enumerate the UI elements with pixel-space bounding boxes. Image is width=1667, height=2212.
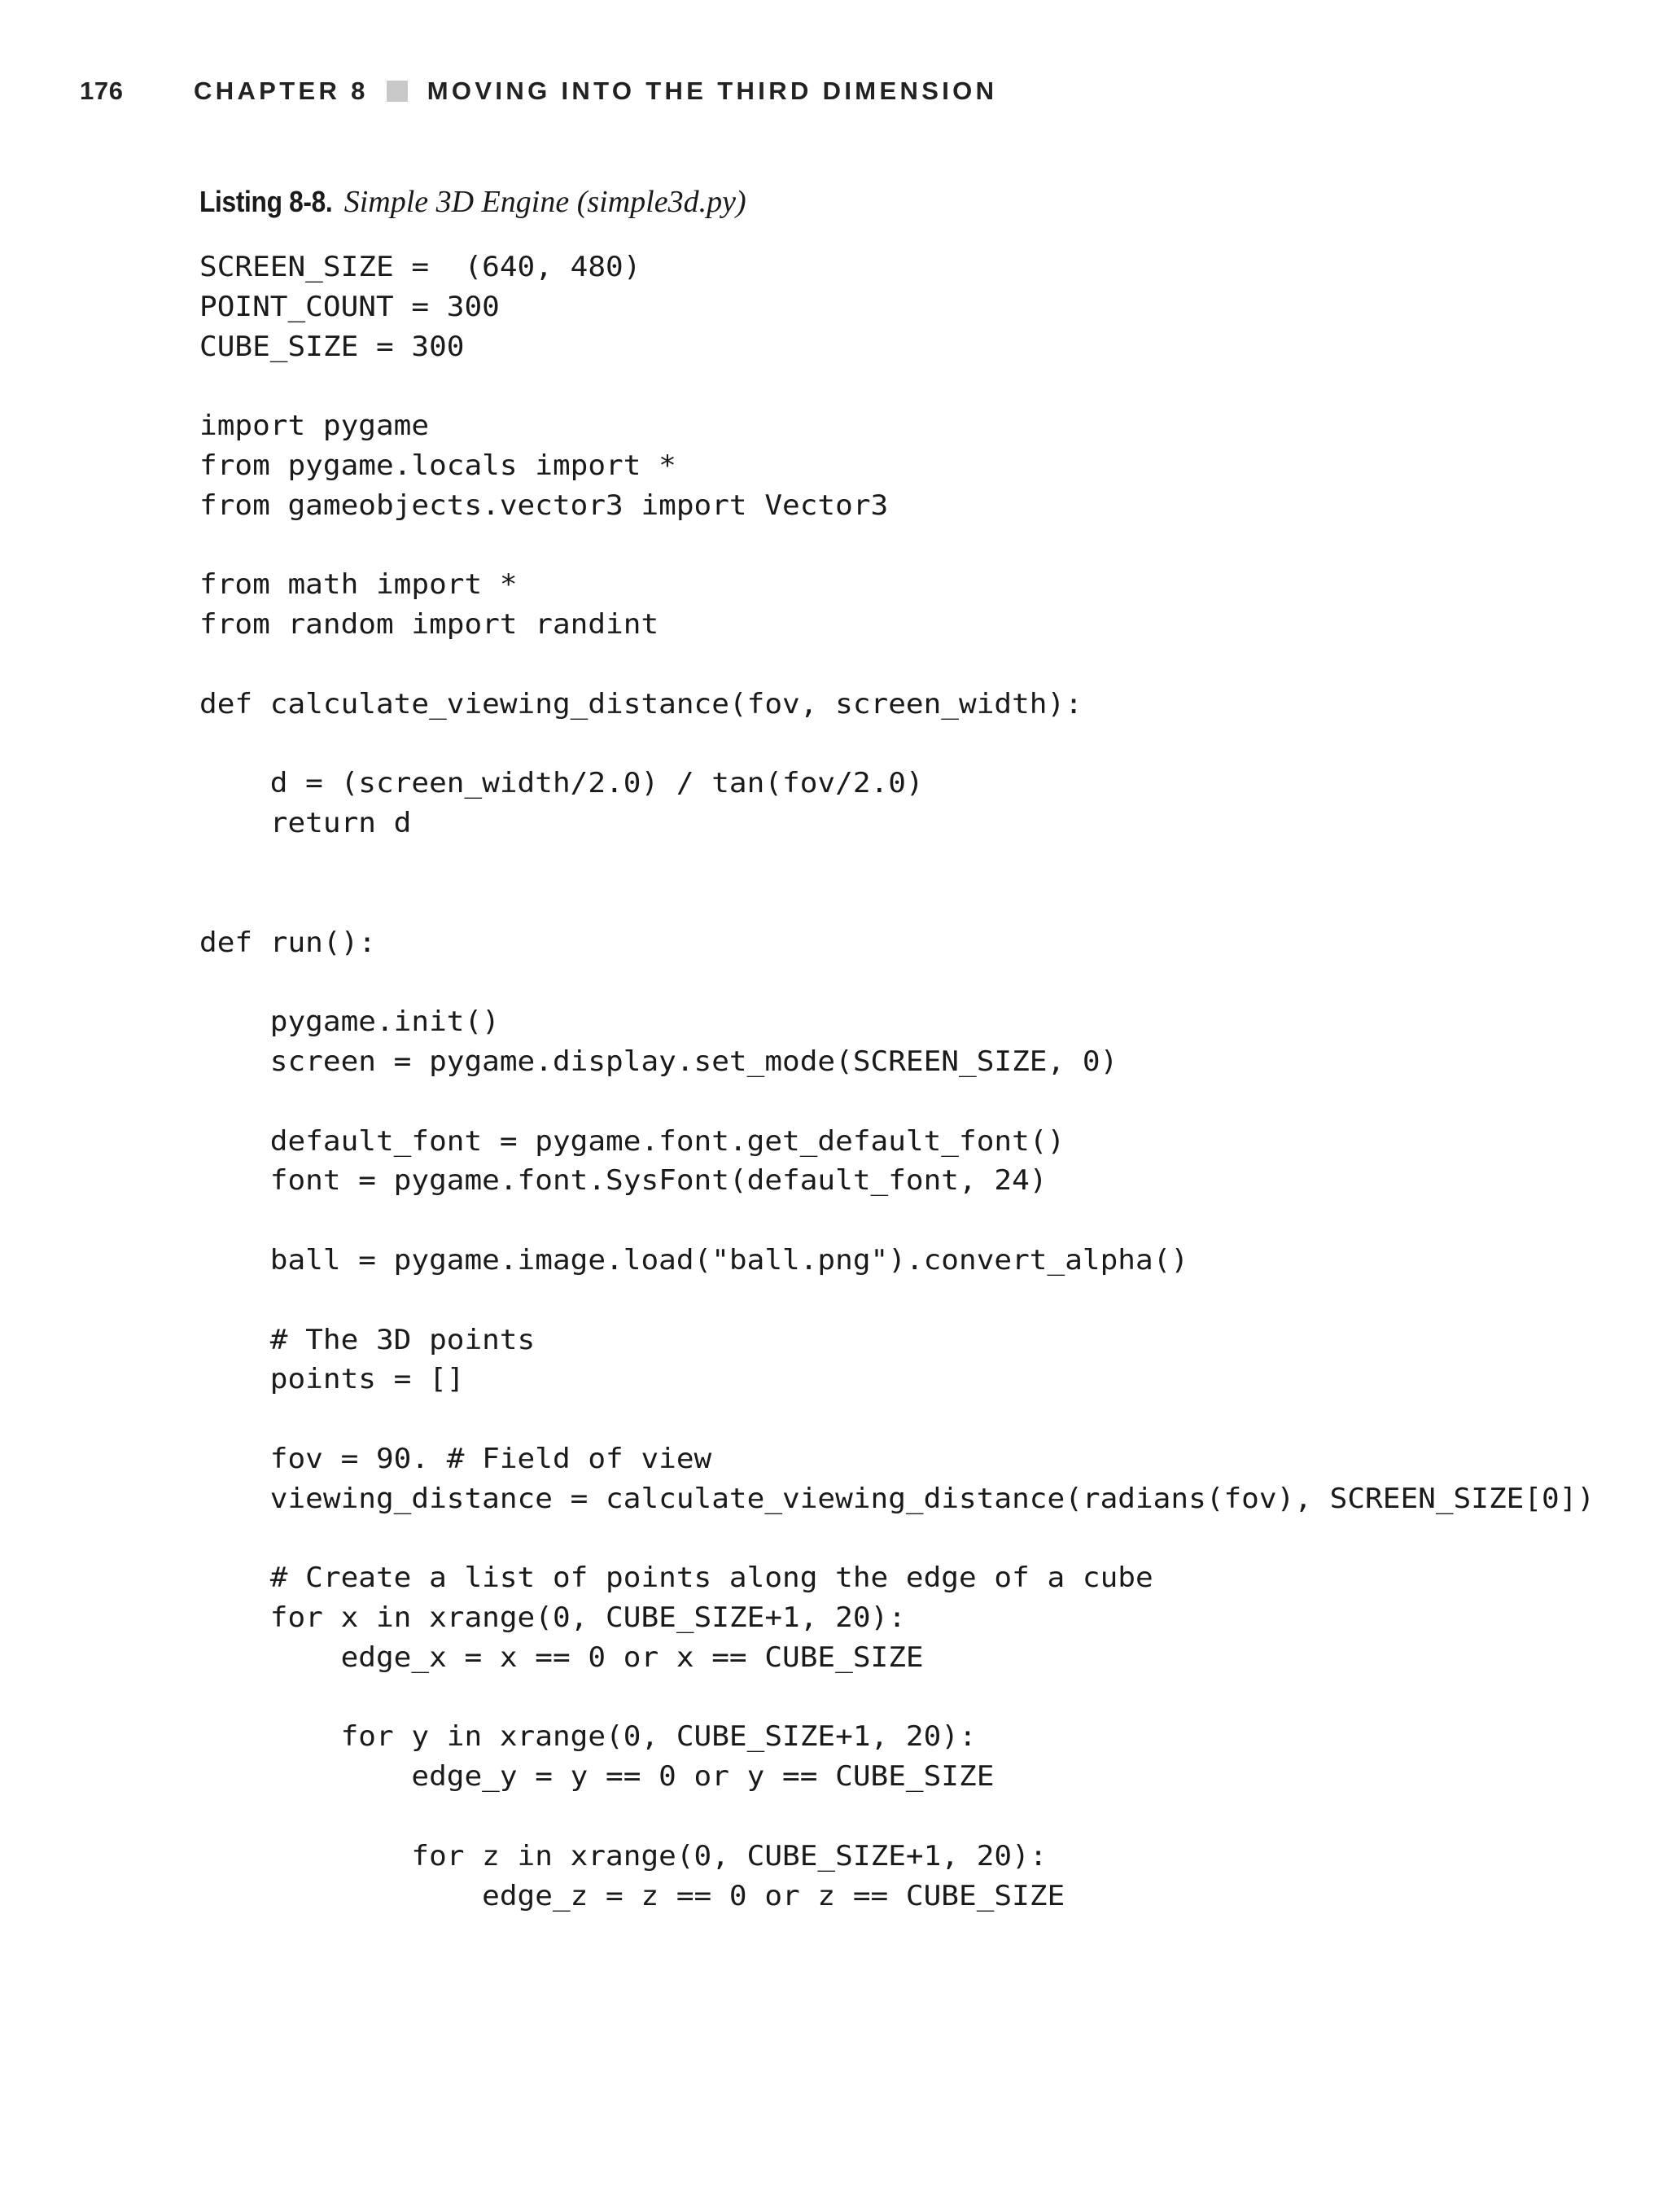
code-line xyxy=(199,843,1595,883)
code-line: edge_x = x == 0 or x == CUBE_SIZE xyxy=(199,1640,924,1674)
listing-caption xyxy=(199,184,746,226)
code-line: def calculate_viewing_distance(fov, screen_width): xyxy=(199,687,1083,721)
chapter-title: MOVING INTO THE THIRD DIMENSION xyxy=(427,77,998,105)
code-line xyxy=(199,962,1595,1002)
code-line xyxy=(199,1678,1595,1718)
code-line xyxy=(199,366,1595,406)
code-line: # Create a list of points along the edge of a cube xyxy=(199,1562,1153,1595)
code-line xyxy=(199,1082,1595,1122)
code-line: CUBE_SIZE = 300 xyxy=(199,330,465,363)
header-separator-square xyxy=(387,81,408,102)
listing-label: Listing 8-8. xyxy=(199,185,333,218)
code-line xyxy=(199,725,1595,764)
code-line: ball = pygame.image.load("ball.png").convert_alpha() xyxy=(199,1243,1189,1277)
listing-title: Simple 3D Engine (simple3d.py) xyxy=(343,185,746,219)
code-line: screen = pygame.display.set_mode(SCREEN_SIZE, 0) xyxy=(199,1045,1118,1078)
code-line: from pygame.locals import * xyxy=(199,449,676,482)
code-line xyxy=(199,645,1595,685)
code-line: fov = 90. # Field of view xyxy=(199,1442,712,1475)
code-line: from math import * xyxy=(199,568,518,602)
code-line xyxy=(199,526,1595,566)
code-line: def run(): xyxy=(199,926,376,959)
running-header xyxy=(80,75,997,107)
code-line xyxy=(199,1201,1595,1241)
code-line xyxy=(199,1797,1595,1837)
code-line: edge_y = y == 0 or y == CUBE_SIZE xyxy=(199,1760,995,1794)
code-line xyxy=(199,883,1595,923)
code-line: POINT_COUNT = 300 xyxy=(199,290,500,323)
code-line: from random import randint xyxy=(199,608,659,642)
code-line: font = pygame.font.SysFont(default_font, 24) xyxy=(199,1164,1048,1198)
code-line: return d xyxy=(199,807,412,840)
code-line: viewing_distance = calculate_viewing_distance(radians(fov), SCREEN_SIZE[0]) xyxy=(199,1482,1595,1515)
code-line: edge_z = z == 0 or z == CUBE_SIZE xyxy=(199,1879,1065,1912)
code-line: default_font = pygame.font.get_default_font() xyxy=(199,1124,1065,1158)
code-line: from gameobjects.vector3 import Vector3 xyxy=(199,488,889,522)
code-line: for z in xrange(0, CUBE_SIZE+1, 20): xyxy=(199,1839,1048,1873)
code-line: SCREEN_SIZE = (640, 480) xyxy=(199,251,641,283)
code-listing xyxy=(199,247,1595,1916)
chapter-label: CHAPTER 8 xyxy=(194,77,369,105)
code-line: for y in xrange(0, CUBE_SIZE+1, 20): xyxy=(199,1720,977,1754)
code-line xyxy=(199,1519,1595,1559)
code-line xyxy=(199,1399,1595,1439)
code-line: d = (screen_width/2.0) / tan(fov/2.0) xyxy=(199,767,924,800)
code-line: for x in xrange(0, CUBE_SIZE+1, 20): xyxy=(199,1601,906,1635)
page-number: 176 xyxy=(80,77,124,105)
code-line: pygame.init() xyxy=(199,1005,500,1039)
code-line: points = [] xyxy=(199,1363,465,1396)
code-line: import pygame xyxy=(199,410,430,443)
code-line: # The 3D points xyxy=(199,1323,536,1356)
code-line xyxy=(199,1281,1595,1321)
